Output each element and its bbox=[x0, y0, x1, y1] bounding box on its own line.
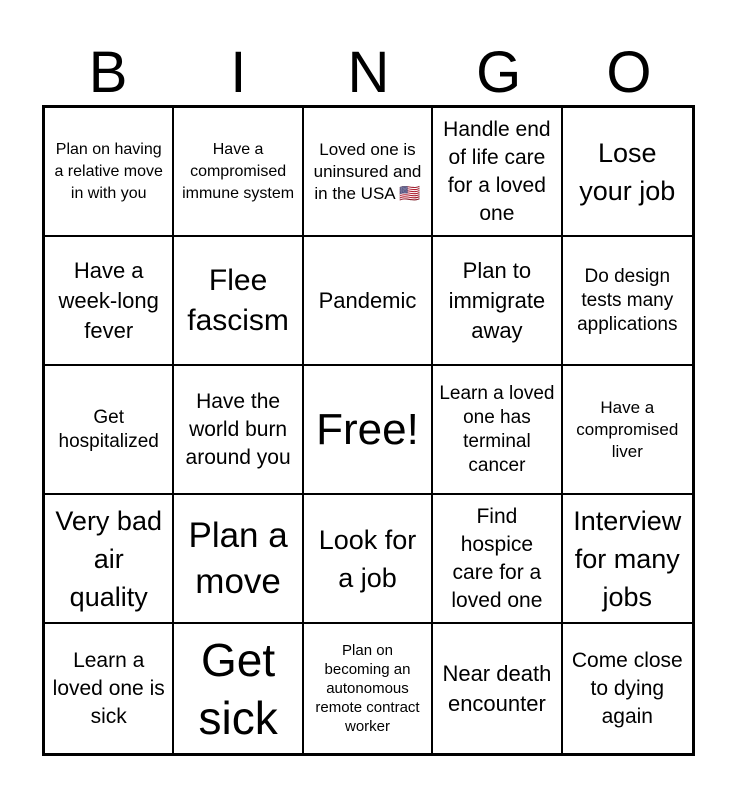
cell-label: Look for a job bbox=[318, 524, 417, 593]
bingo-cell[interactable] bbox=[174, 495, 303, 624]
cell-label: Pandemic bbox=[318, 287, 417, 313]
bingo-cell[interactable] bbox=[45, 495, 174, 624]
cell-label: Find hospice care for a loved one bbox=[451, 504, 543, 612]
bingo-cell[interactable] bbox=[563, 366, 692, 495]
bingo-cell[interactable] bbox=[174, 237, 303, 366]
bingo-cell[interactable] bbox=[304, 108, 433, 237]
cell-label: Have a week-long fever bbox=[58, 257, 159, 343]
cell-label: Flee fascism bbox=[187, 263, 289, 337]
bingo-cell[interactable] bbox=[433, 624, 562, 753]
bingo-cell[interactable] bbox=[174, 624, 303, 753]
bingo-cell[interactable] bbox=[433, 495, 562, 624]
free-space[interactable] bbox=[304, 366, 433, 495]
cell-label: Near death encounter bbox=[442, 660, 552, 716]
cell-label: Learn a loved one has terminal cancer bbox=[439, 382, 555, 476]
header-letter-n: N bbox=[347, 40, 390, 105]
bingo-cell[interactable] bbox=[563, 108, 692, 237]
cell-label: Plan on becoming an autonomous remote contract worker bbox=[315, 642, 420, 735]
header-letter-i: I bbox=[230, 40, 247, 105]
bingo-cell[interactable] bbox=[563, 237, 692, 366]
header-letter-o: O bbox=[606, 40, 652, 105]
bingo-cell[interactable] bbox=[433, 237, 562, 366]
bingo-cell[interactable] bbox=[304, 237, 433, 366]
cell-label: Loved one is uninsured and in the USA 🇺🇸 bbox=[313, 139, 422, 203]
bingo-cell[interactable] bbox=[563, 624, 692, 753]
bingo-cell[interactable] bbox=[433, 366, 562, 495]
bingo-cell[interactable] bbox=[45, 237, 174, 366]
bingo-cell[interactable] bbox=[45, 366, 174, 495]
bingo-cell[interactable] bbox=[174, 366, 303, 495]
bingo-board bbox=[42, 105, 695, 756]
cell-label: Plan to immigrate away bbox=[448, 257, 546, 343]
bingo-cell[interactable] bbox=[433, 108, 562, 237]
cell-label: Come close to dying again bbox=[571, 648, 683, 728]
cell-label: Do design tests many applications bbox=[577, 265, 678, 335]
bingo-cell[interactable] bbox=[45, 108, 174, 237]
bingo-cell[interactable] bbox=[304, 495, 433, 624]
cell-label: Get hospitalized bbox=[58, 406, 159, 452]
bingo-cell[interactable] bbox=[174, 108, 303, 237]
bingo-header bbox=[43, 38, 694, 108]
cell-label: Have a compromised liver bbox=[576, 397, 679, 461]
cell-label: Get sick bbox=[198, 633, 278, 744]
bingo-cell[interactable] bbox=[45, 624, 174, 753]
cell-label: Have the world burn around you bbox=[185, 389, 291, 469]
cell-label: Plan a move bbox=[188, 515, 288, 601]
cell-label: Very bad air quality bbox=[55, 505, 162, 612]
cell-label: Handle end of life care for a loved one bbox=[443, 117, 551, 225]
cell-label: Have a compromised immune system bbox=[182, 140, 295, 202]
bingo-cell[interactable] bbox=[563, 495, 692, 624]
cell-label: Plan on having a relative move in with you bbox=[54, 140, 163, 202]
cell-label: Lose your job bbox=[579, 137, 676, 206]
cell-label: Interview for many jobs bbox=[573, 505, 682, 612]
cell-label: Free! bbox=[316, 404, 419, 454]
bingo-cell[interactable] bbox=[304, 624, 433, 753]
header-letter-g: G bbox=[476, 40, 522, 105]
cell-label: Learn a loved one is sick bbox=[52, 648, 165, 728]
header-letter-b: B bbox=[88, 40, 128, 105]
